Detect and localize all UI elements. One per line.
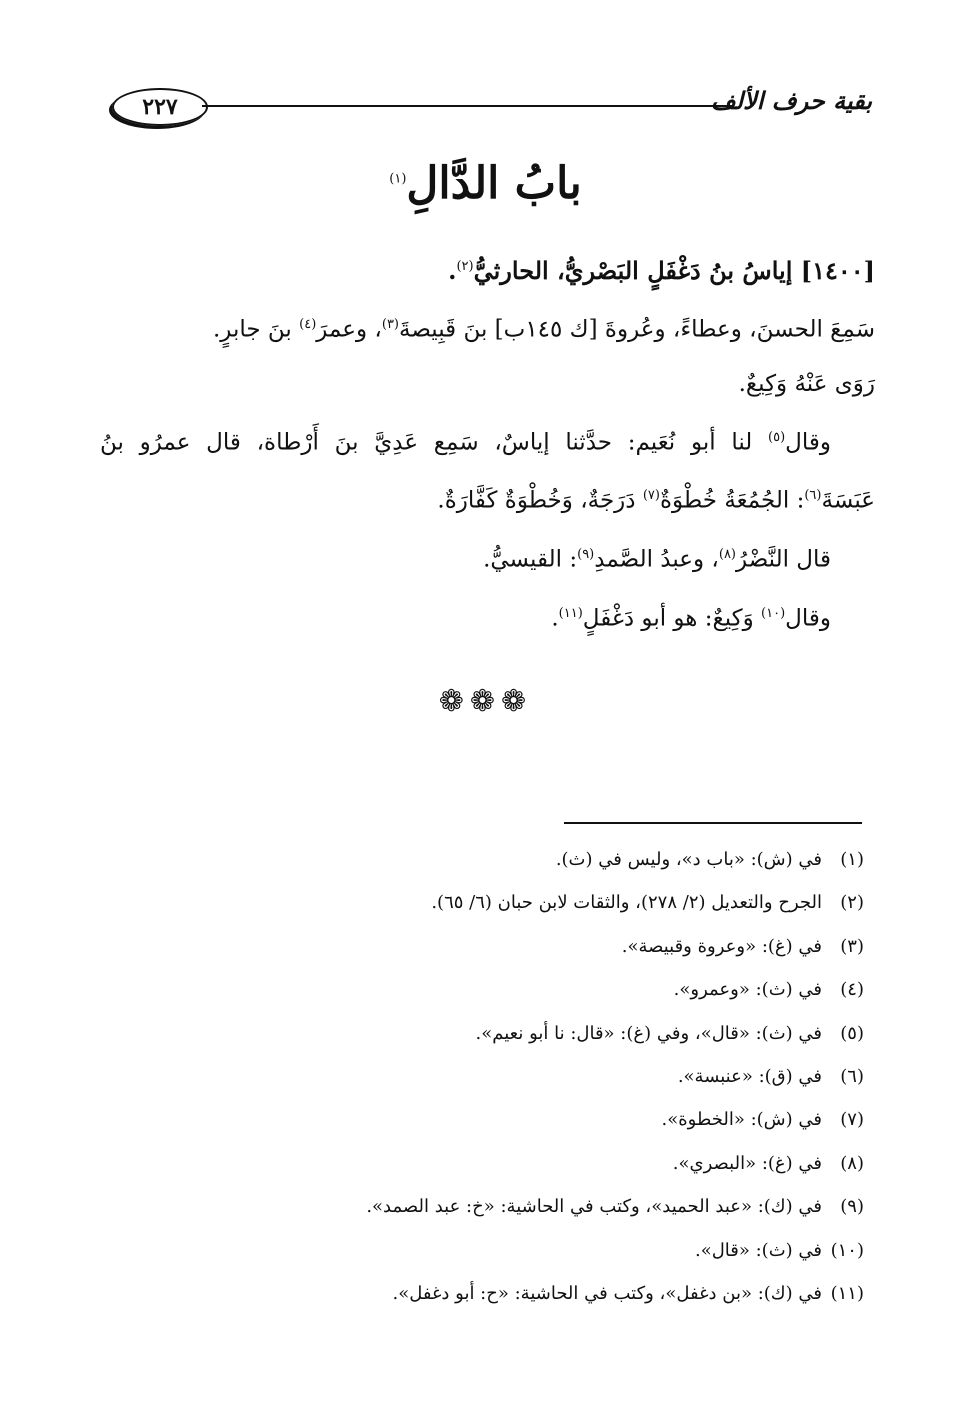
footnote-ref: (٦) xyxy=(804,488,822,504)
entry-heading-text: [١٤٠٠] إياسُ بنُ دَغْفَلٍ البَصْريُّ، الحارثيُّ xyxy=(473,256,875,285)
footnote-item xyxy=(100,1106,864,1149)
footnote-text: في (ث): «وعمرو». xyxy=(673,979,822,1001)
ornament-divider-icon: ❁❁❁ xyxy=(438,684,533,719)
text-span: دَرَجَةٌ، وَخُطْوَةٌ كَفَّارَةٌ. xyxy=(437,487,643,514)
footnote-text: في (ق): «عنبسة». xyxy=(677,1065,822,1087)
running-head: بقية حرف الألف xyxy=(710,86,872,115)
footnote-ref: (٩) xyxy=(577,546,595,562)
chapter-title xyxy=(0,158,971,209)
footnote-rule xyxy=(564,822,862,824)
footnote-ref: (٥) xyxy=(768,429,786,445)
footnote-number: (٩) xyxy=(840,1196,864,1218)
footnote-text: في (ك): «بن دغفل»، وكتب في الحاشية: «ح: أبو دغفل». xyxy=(392,1282,822,1304)
footnote-ref: (٤) xyxy=(299,317,317,332)
footnotes xyxy=(100,846,864,1323)
text-line xyxy=(100,357,875,411)
footnote-item xyxy=(100,1063,864,1106)
text-span: سَمِعَ الحسنَ، وعطاءً، وعُروةَ [ك ١٤٥ب] بنَ قَبِيصةَ xyxy=(399,316,875,343)
text-span: قال النَّضْرُ xyxy=(736,546,831,573)
text-line xyxy=(100,528,875,587)
footnote-text: في (ك): «عبد الحميد»، وكتب في الحاشية: «خ: عبد الصمد». xyxy=(366,1196,822,1218)
text-span: . xyxy=(551,605,559,632)
footnote-text: في (ث): «قال». xyxy=(694,1239,822,1261)
footnote-text: في (ث): «قال»، وفي (غ): «قال: نا أبو نعيم». xyxy=(475,1022,822,1044)
text-span: وقال xyxy=(785,605,831,632)
text-span: وَكِيعٌ: هو أبو دَغْفَلٍ xyxy=(582,605,762,632)
footnote-item xyxy=(100,976,864,1019)
footnote-ref: (٨) xyxy=(718,546,736,562)
footnote-number: (٥) xyxy=(840,1022,864,1044)
entry-heading xyxy=(100,240,875,298)
footnote-ref: (١٠) xyxy=(761,605,786,621)
footnote-number: (٢) xyxy=(840,892,864,914)
footnote-text: الجرح والتعديل (٢/ ٢٧٨)، والثقات لابن حبان (٦/ ٦٥). xyxy=(431,892,822,914)
footnote-text: في (ش): «الخطوة». xyxy=(661,1109,822,1131)
footnote-item xyxy=(100,1193,864,1236)
text-line xyxy=(100,587,875,646)
page-header xyxy=(112,82,872,132)
footnote-ref: (٢) xyxy=(456,259,474,274)
footnote-number: (٨) xyxy=(840,1152,864,1174)
footnote-item xyxy=(100,1237,864,1280)
footnote-number: (١١) xyxy=(830,1282,864,1304)
text-span: ، وعمرَ xyxy=(316,316,382,343)
footnote-item xyxy=(100,1020,864,1063)
footnote-item xyxy=(100,1280,864,1323)
page-number: ٢٢٧ xyxy=(112,88,208,126)
footnote-text: في (ش): «باب د»، وليس في (ث). xyxy=(555,849,822,870)
text-span: : الجُمُعَةُ خُطْوَةٌ xyxy=(659,487,805,514)
text-span: بنَ جابرٍ. xyxy=(212,316,300,343)
footnote-number: (٣) xyxy=(840,935,864,957)
footnote-item xyxy=(100,933,864,976)
footnote-number: (٦) xyxy=(840,1065,864,1087)
chapter-title-text: بابُ الدَّالِ xyxy=(406,158,582,209)
text-line xyxy=(100,469,875,528)
footnote-number: (٤) xyxy=(840,979,864,1001)
text-line xyxy=(100,411,875,470)
footnote-number: (١) xyxy=(840,849,864,870)
header-rule xyxy=(202,105,732,107)
footnote-ref: (٣) xyxy=(381,317,399,332)
footnote-number: (٧) xyxy=(840,1109,864,1131)
footnote-ref: (٧) xyxy=(642,488,660,504)
text-span: لنا أبو نُعَيم: حدَّثنا إياسٌ، سَمِع عَدِيَّ بنَ أَرْطاة، قال عمرُو بنُ xyxy=(100,429,769,456)
main-text xyxy=(100,240,875,645)
footnote-text: في (غ): «وعروة وقبيصة». xyxy=(621,935,822,957)
text-span: عَبَسَةَ xyxy=(821,487,875,514)
text-span: ، وعبدُ الصَّمدِ xyxy=(594,546,719,573)
footnote-item xyxy=(100,1150,864,1193)
text-line xyxy=(100,298,875,357)
text-span: وقال xyxy=(785,429,831,456)
footnote-text: في (غ): «البصري». xyxy=(672,1152,822,1174)
footnote-number: (١٠) xyxy=(830,1239,864,1261)
footnote-ref: (١) xyxy=(389,171,407,187)
footnote-item xyxy=(100,889,864,932)
footnote-ref: (١١) xyxy=(558,605,583,621)
text-span: رَوَى عَنْهُ وَكِيعٌ. xyxy=(738,370,875,397)
footnote-item xyxy=(100,846,864,889)
punctuation: . xyxy=(448,256,457,285)
text-span: : القيسيُّ. xyxy=(483,546,578,573)
